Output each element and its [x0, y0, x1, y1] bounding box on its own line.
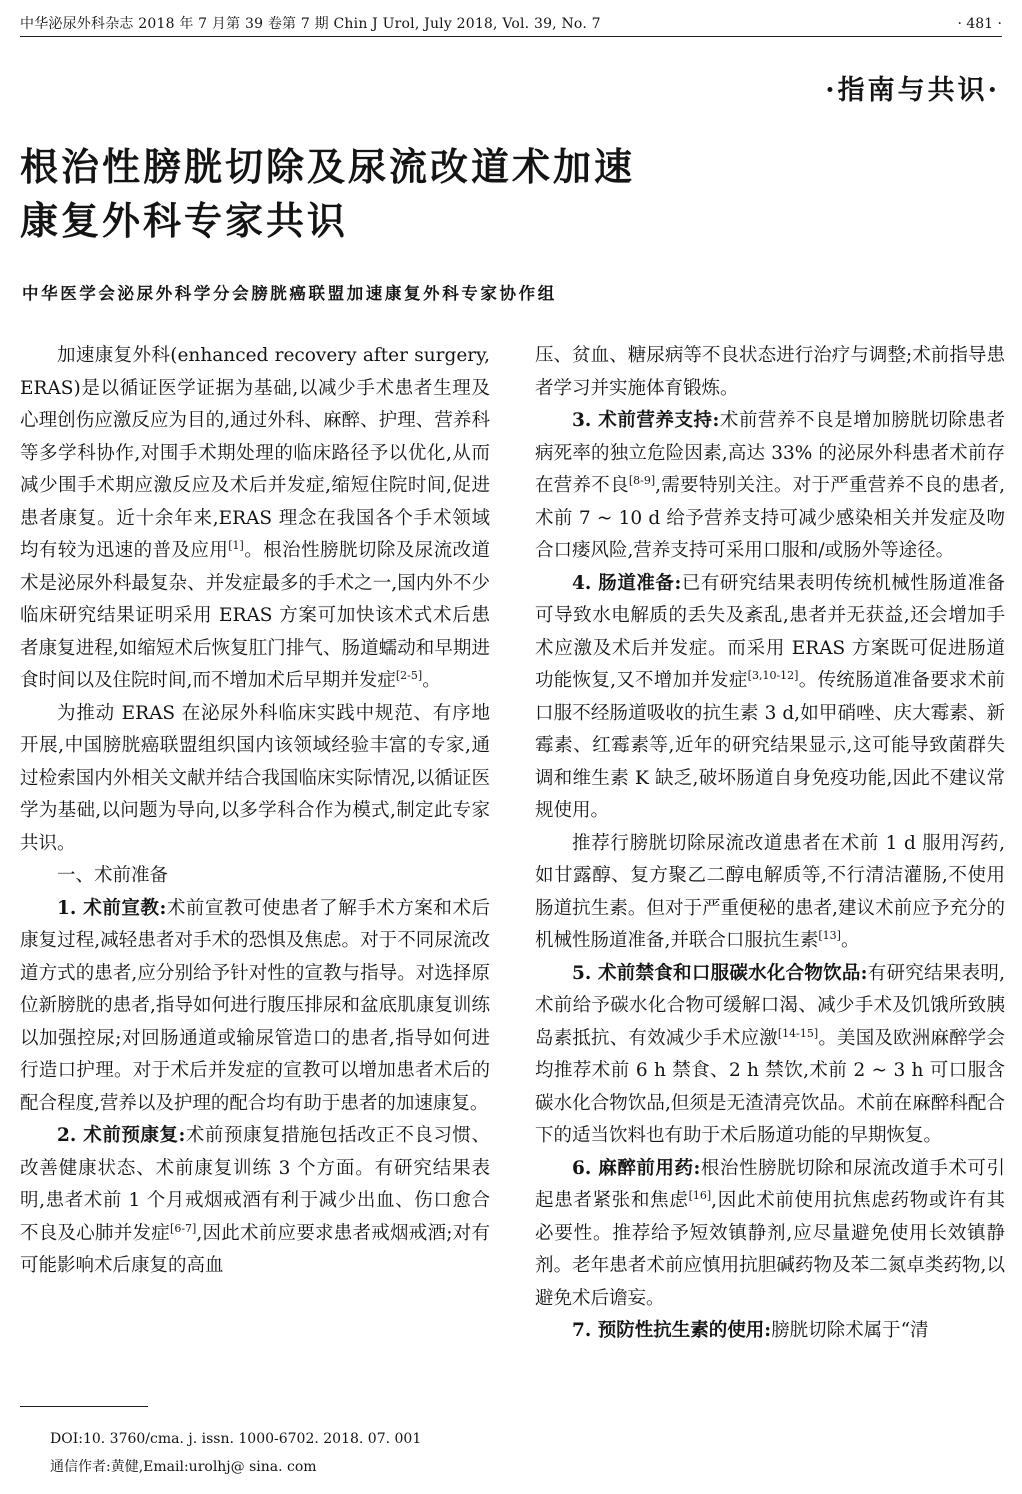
- paragraph-prehab-cont: 压、贫血、糖尿病等不良状态进行治疗与调整;术前指导患者学习并实施体育锻炼。: [535, 345, 1005, 399]
- author-group: 中华医学会泌尿外科学分会膀胱癌联盟加速康复外科专家协作组: [22, 284, 557, 303]
- paragraph-fasting: 5. 术前禁食和口服碳水化合物饮品:有研究结果表明,术前给予碳水化合物可缓解口渴、减少手术及饥饿所致胰岛素抵抗、有效减少手术应激[14-15]。美国及欧洲麻醉学会均推荐术前 6 h 禁食、2 h 禁饮,术前 2 ~ 3 h 可口服含碳水化合物饮品,但须是无渣清亮饮品。术前在麻醉科配合下的适当饮料也有助于术后肠道功能的早期恢复。: [535, 962, 1005, 1146]
- reference-1[interactable]: [1]: [228, 539, 244, 552]
- corresponding-author-footnote: 通信作者:黄健,Email:urolhj@ sina. com: [50, 1459, 317, 1475]
- paragraph-laxative: 推荐行膀胱切除尿流改道患者在术前 1 d 服用泻药,如甘露醇、复方聚乙二醇电解质等,不行清洁灌肠,不使用肠道抗生素。但对于严重便秘的患者,建议术前应予充分的机械性肠道准备,并联合口服抗生素[13]。: [535, 832, 1005, 951]
- reference-8-9[interactable]: [8-9]: [628, 474, 656, 487]
- section-label: ·指南与共识·: [825, 75, 1000, 106]
- paragraph-bowel-prep: 4. 肠道准备:已有研究结果表明传统机械性肠道准备可导致水电解质的丢失及紊乱,患者并无获益,还会增加手术应激及术后并发症。而采用 ERAS 方案既可促进肠道功能恢复,又不增加并发症[3,10-12]。传统肠道准备要求术前口服不经肠道吸收的抗生素 3 d,如甲硝唑、庆大霉素、新霉素、红霉素等,近年的研究结果显示,这可能导致菌群失调和维生素 K 缺乏,破坏肠道自身免疫功能,因此不建议常规使用。: [535, 572, 1005, 821]
- subheading-fasting: 5. 术前禁食和口服碳水化合物饮品:: [572, 962, 868, 984]
- paragraph-premedication: 6. 麻醉前用药:根治性膀胱切除和尿流改道手术可引起患者紧张和焦虑[16],因此术前使用抗焦虑药物或许有其必要性。推荐给予短效镇静剂,应尽量避免使用长效镇静剂。老年患者术前应慎用抗胆碱药物及苯二氮卓类药物,以避免术后谵妄。: [535, 1157, 1005, 1309]
- title-line-2: 康复外科专家共识: [20, 198, 349, 243]
- subheading-nutrition: 3. 术前营养支持:: [572, 410, 720, 431]
- subheading-education: 1. 术前宣教:: [57, 897, 167, 919]
- paragraph-preop-education: 1. 术前宣教:术前宣教可使患者了解手术方案和术后康复过程,减轻患者对手术的恐惧及焦虑。对于不同尿流改道方式的患者,应分别给予针对性的宣教与指导。对选择原位新膀胱的患者,指导如何进行腹压排尿和盆底肌康复训练以加强控尿;对回肠通道或输尿管造口的患者,指导如何进行造口护理。对于术后并发症的宣教可以增加患者术后的配合程度,营养以及护理的配合均有助于患者的加速康复。: [20, 897, 490, 1114]
- article-title: [20, 140, 720, 248]
- paragraph-nutrition: 3. 术前营养支持:术前营养不良是增加膀胱切除患者病死率的独立危险因素,高达 33% 的泌尿外科患者术前存在营养不良[8-9],需要特别关注。对于严重营养不良的患者,术前 7 ~ 10 d 给予营养支持可减少感染相关并发症及吻合口瘘风险,营养支持可采用口服和/或肠外等途径。: [535, 410, 1005, 561]
- right-column: [535, 340, 1005, 1348]
- footnote-rule: [20, 1406, 148, 1407]
- doi-footnote: DOI:10. 3760/cma. j. issn. 1000-6702. 2018. 07. 001: [50, 1431, 422, 1447]
- reference-13[interactable]: [13]: [818, 929, 841, 942]
- subheading-prehab: 2. 术前预康复:: [57, 1125, 186, 1146]
- reference-3-10-12[interactable]: [3,10-12]: [747, 669, 799, 682]
- section-heading-preop: 一、术前准备: [57, 865, 169, 886]
- reference-6-7[interactable]: [6-7]: [170, 1221, 197, 1235]
- subheading-premed: 6. 麻醉前用药:: [572, 1157, 701, 1179]
- paragraph-purpose: 为推动 ERAS 在泌尿外科临床实践中规范、有序地开展,中国膀胱癌联盟组织国内该领域经验丰富的专家,通过检索国内外相关文献并结合我国临床实际情况,以循证医学为基础,以问题为导向,以多学科合作为模式,制定此专家共识。: [20, 702, 490, 854]
- page-number: · 481 ·: [957, 16, 1002, 32]
- title-line-1: 根治性膀胱切除及尿流改道术加速: [20, 144, 636, 189]
- reference-16[interactable]: [16]: [688, 1189, 712, 1202]
- subheading-antibiotics: 7. 预防性抗生素的使用:: [572, 1320, 772, 1341]
- subheading-bowel: 4. 肠道准备:: [572, 572, 682, 594]
- header-rule: [20, 36, 1002, 37]
- reference-2-5[interactable]: [2-5]: [395, 669, 423, 682]
- paragraph-antibiotics: 7. 预防性抗生素的使用:膀胱切除术属于“清: [572, 1320, 929, 1341]
- journal-citation: 中华泌尿外科杂志 2018 年 7 月第 39 卷第 7 期 Chin J Urol, July 2018, Vol. 39, No. 7: [20, 16, 601, 32]
- paragraph-intro: 加速康复外科(enhanced recovery after surgery, ERAS)是以循证医学证据为基础,以减少手术患者生理及心理创伤应激反应为目的,通过外科、麻醉、护理、营养科等多学科协作,对围手术期处理的临床路径予以优化,从而减少围手术期应激反应及术后并发症,缩短住院时间,促进患者康复。近十余年来,ERAS 理念在我国各个手术领域均有较为迅速的普及应用[1]。根治性膀胱切除及尿流改道术是泌尿外科最复杂、并发症最多的手术之一,国内外不少临床研究结果证明采用 ERAS 方案可加快该术式术后患者康复进程,如缩短术后恢复肛门排气、肠道蠕动和早期进食时间以及住院时间,而不增加术后早期并发症[2-5]。: [20, 345, 490, 691]
- reference-14-15[interactable]: [14-15]: [777, 1026, 819, 1040]
- paragraph-prehabilitation: 2. 术前预康复:术前预康复措施包括改正不良习惯、改善健康状态、术前康复训练 3 个方面。有研究结果表明,患者术前 1 个月戒烟戒酒有利于减少出血、伤口愈合不良及心肺并发症[6-7],因此术前应要求患者戒烟戒酒;对有可能影响术后康复的高血: [20, 1125, 490, 1276]
- left-column: [20, 340, 490, 1283]
